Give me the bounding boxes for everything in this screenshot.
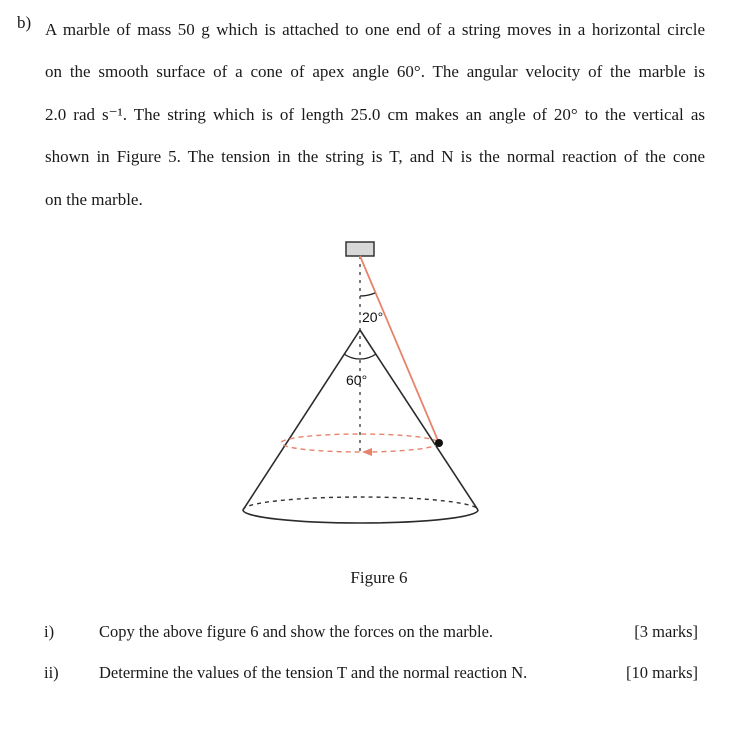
marble: [435, 439, 443, 447]
cone-right-edge: [360, 330, 478, 510]
string-angle-arc: [360, 293, 375, 296]
question-line-3: 2.0 rad s⁻¹. The string which is of length 25.0 cm makes an angle of 20° to the vertical as: [45, 104, 705, 124]
question-line-5: on the marble.: [45, 189, 143, 209]
subquestion-text: Copy the above figure 6 and show the forces on the marble.: [99, 622, 494, 641]
cone-figure: [230, 232, 490, 532]
cone-diagram: [230, 232, 490, 532]
part-label: b): [17, 13, 32, 32]
subquestion-number: ii): [44, 663, 59, 682]
question-line-1: A marble of mass 50 g which is attached to one end of a string moves in a horizontal circle: [45, 20, 705, 39]
subquestion-marks: [3 marks]: [634, 622, 698, 641]
cone-base-back: [243, 497, 478, 510]
apex-angle-label: 60°: [346, 372, 368, 388]
string-angle-label: 20°: [362, 309, 384, 325]
question-line-4: shown in Figure 5. The tension in the string is T, and N is the normal reaction of the cone: [45, 147, 705, 167]
figure-caption: Figure 6: [350, 568, 408, 587]
question-line-2: on the smooth surface of a cone of apex angle 60°. The angular velocity of the marble is: [45, 62, 705, 82]
subquestion-marks: [10 marks]: [626, 663, 698, 682]
support-block: [346, 242, 374, 256]
motion-direction-arrow: [362, 448, 372, 456]
cone-base-front: [243, 510, 478, 523]
subquestion-text: Determine the values of the tension T and the normal reaction N.: [99, 663, 528, 682]
question-paragraph: [45, 9, 705, 221]
cone-left-edge: [243, 330, 360, 510]
subquestion-number: i): [44, 622, 55, 641]
